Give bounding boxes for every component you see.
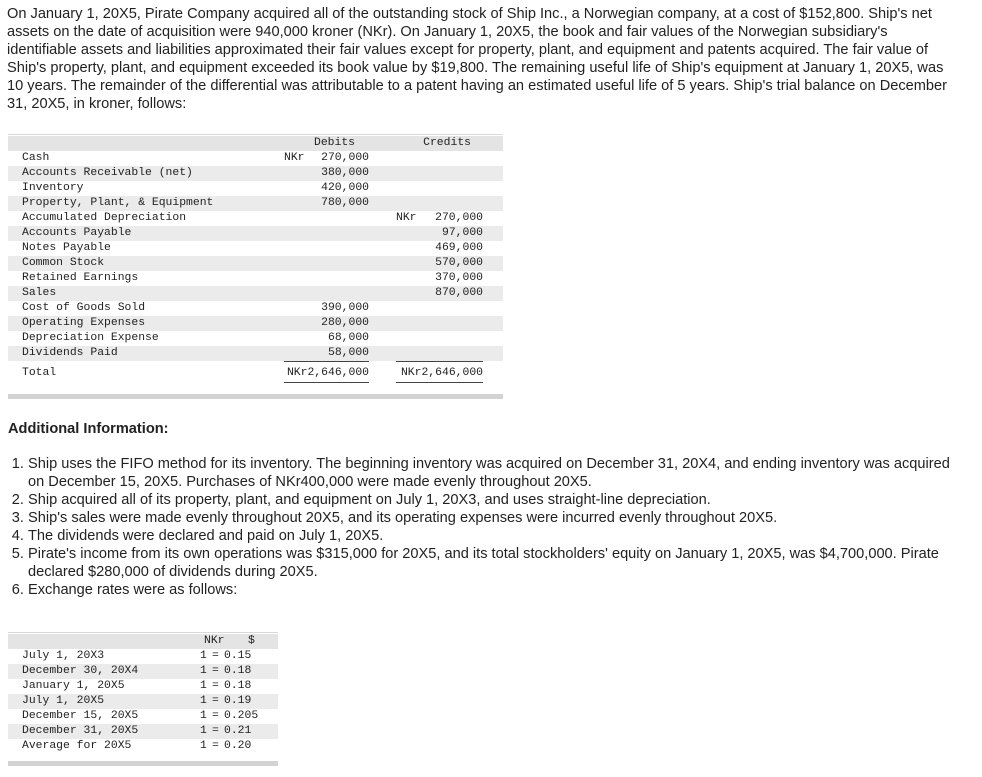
- total-label: Total: [22, 367, 57, 379]
- underline: [396, 361, 483, 362]
- equals-sign: =: [212, 680, 219, 692]
- table-row: [8, 316, 503, 331]
- account-label: Accumulated Depreciation: [22, 212, 187, 224]
- credit-value: 570,000: [435, 257, 483, 269]
- credit-value: 97,000: [441, 227, 483, 239]
- account-label: Operating Expenses: [22, 317, 146, 329]
- nkr-amount: 1: [200, 695, 207, 707]
- debit-value: 280,000: [321, 317, 369, 329]
- usd-rate: 0.19: [224, 695, 252, 707]
- total-row: [8, 366, 503, 381]
- note-item: 3. Ship's sales were made evenly throughout 20X5, and its operating expenses were incurred evenly throughout 20X5.: [28, 509, 958, 527]
- equals-sign: =: [212, 665, 219, 677]
- rate-date: December 15, 20X5: [22, 710, 139, 722]
- table-footer-bar: [8, 394, 503, 399]
- equals-sign: =: [212, 740, 219, 752]
- debit-value: 380,000: [321, 167, 369, 179]
- debit-value: 390,000: [321, 302, 369, 314]
- underline: [284, 361, 369, 362]
- table-row: [8, 211, 503, 226]
- double-underline: [284, 382, 369, 383]
- table-row: [8, 151, 503, 166]
- table-row: [8, 664, 278, 679]
- problem-intro: On January 1, 20X5, Pirate Company acquired all of the outstanding stock of Ship Inc., a Norwegian company, at a cost of $152,800. Ship's net assets on the date of acquisition were 940,000 kroner (NKr). On January 1, 20X5, the book and fair values of the Norwegian subsidiary's identifiable assets and liabilities approximated their fair values except for property, plant, and equipment and patents acquired. The fair value of Ship's property, plant, and equipment exceeded its book value by $19,800. The remaining useful life of Ship's equipment at January 1, 20X5, was 10 years. The remainder of the differential was attributable to a patent having an estimated useful life of 5 years. Ship's trial balance on December 31, 20X5, in kroner, follows:: [7, 6, 948, 112]
- additional-info-list: [8, 455, 958, 599]
- account-label: Dividends Paid: [22, 347, 118, 359]
- total-debit: NKr2,646,000: [286, 367, 369, 379]
- usd-rate: 0.18: [224, 680, 252, 692]
- nkr-amount: 1: [200, 740, 207, 752]
- equals-sign: =: [212, 710, 219, 722]
- equals-sign: =: [212, 695, 219, 707]
- table-row: [8, 241, 503, 256]
- nkr-amount: 1: [200, 665, 207, 677]
- currency-label: NKr: [284, 152, 305, 164]
- debit-value: 270,000: [321, 152, 369, 164]
- credits-header: Credits: [423, 137, 471, 149]
- rate-date: December 30, 20X4: [22, 665, 139, 677]
- additional-info-heading: Additional Information:: [8, 421, 169, 437]
- rate-date: December 31, 20X5: [22, 725, 139, 737]
- table-footer-bar: [8, 761, 278, 766]
- table-row: [8, 649, 278, 664]
- table-header-row: [8, 634, 278, 649]
- debits-header: Debits: [313, 137, 355, 149]
- note-item: 5. Pirate's income from its own operations was $315,000 for 20X5, and its total stockholders' equity on January 1, 20X5, was $4,700,000. Pirate declared $280,000 of dividends during 20X5.: [28, 545, 958, 581]
- table-row: [8, 226, 503, 241]
- rate-date: July 1, 20X3: [22, 650, 105, 662]
- nkr-amount: 1: [200, 650, 207, 662]
- debit-value: 58,000: [327, 347, 369, 359]
- table-row: [8, 739, 278, 754]
- credit-value: 469,000: [435, 242, 483, 254]
- table-row: [8, 679, 278, 694]
- account-label: Cost of Goods Sold: [22, 302, 146, 314]
- account-label: Inventory: [22, 182, 84, 194]
- credit-value: 270,000: [435, 212, 483, 224]
- credit-value: 370,000: [435, 272, 483, 284]
- usd-rate: 0.18: [224, 665, 252, 677]
- account-label: Sales: [22, 287, 57, 299]
- account-label: Retained Earnings: [22, 272, 139, 284]
- table-header-row: [8, 136, 503, 151]
- usd-header: $: [248, 635, 255, 647]
- account-label: Accounts Payable: [22, 227, 132, 239]
- table-row: [8, 301, 503, 316]
- table-row: [8, 196, 503, 211]
- credit-value: 870,000: [435, 287, 483, 299]
- usd-rate: 0.21: [224, 725, 252, 737]
- nkr-header: NKr: [204, 635, 225, 647]
- table-row: [8, 694, 278, 709]
- table-row: [8, 346, 503, 361]
- currency-label: NKr: [396, 212, 417, 224]
- account-label: Cash: [22, 152, 50, 164]
- note-item: 1. Ship uses the FIFO method for its inventory. The beginning inventory was acquired on December 31, 20X4, and ending inventory was acquired on December 15, 20X5. Purchases of NKr400,000 were made evenly throughout 20X5.: [28, 455, 958, 491]
- note-item: 4. The dividends were declared and paid on July 1, 20X5.: [28, 527, 958, 545]
- account-label: Common Stock: [22, 257, 105, 269]
- nkr-amount: 1: [200, 725, 207, 737]
- rate-date: January 1, 20X5: [22, 680, 125, 692]
- table-row: [8, 286, 503, 301]
- rate-date: July 1, 20X5: [22, 695, 105, 707]
- rate-date: Average for 20X5: [22, 740, 132, 752]
- exchange-rate-table: [8, 632, 278, 766]
- table-row: [8, 166, 503, 181]
- table-row: [8, 724, 278, 739]
- debit-value: 780,000: [321, 197, 369, 209]
- table-row: [8, 181, 503, 196]
- account-label: Accounts Receivable (net): [22, 167, 193, 179]
- debit-value: 68,000: [327, 332, 369, 344]
- table-row: [8, 331, 503, 346]
- account-label: Property, Plant, & Equipment: [22, 197, 214, 209]
- nkr-amount: 1: [200, 680, 207, 692]
- double-underline: [396, 382, 483, 383]
- debit-value: 420,000: [321, 182, 369, 194]
- nkr-amount: 1: [200, 710, 207, 722]
- usd-rate: 0.15: [224, 650, 252, 662]
- account-label: Notes Payable: [22, 242, 111, 254]
- trial-balance-table: [8, 134, 503, 399]
- note-item: 2. Ship acquired all of its property, plant, and equipment on July 1, 20X3, and uses straight-line depreciation.: [28, 491, 958, 509]
- usd-rate: 0.205: [224, 710, 259, 722]
- equals-sign: =: [212, 725, 219, 737]
- note-item: 6. Exchange rates were as follows:: [28, 581, 958, 599]
- table-row: [8, 709, 278, 724]
- table-row: [8, 271, 503, 286]
- table-row: [8, 256, 503, 271]
- equals-sign: =: [212, 650, 219, 662]
- total-credit: NKr2,646,000: [400, 367, 483, 379]
- usd-rate: 0.20: [224, 740, 252, 752]
- account-label: Depreciation Expense: [22, 332, 159, 344]
